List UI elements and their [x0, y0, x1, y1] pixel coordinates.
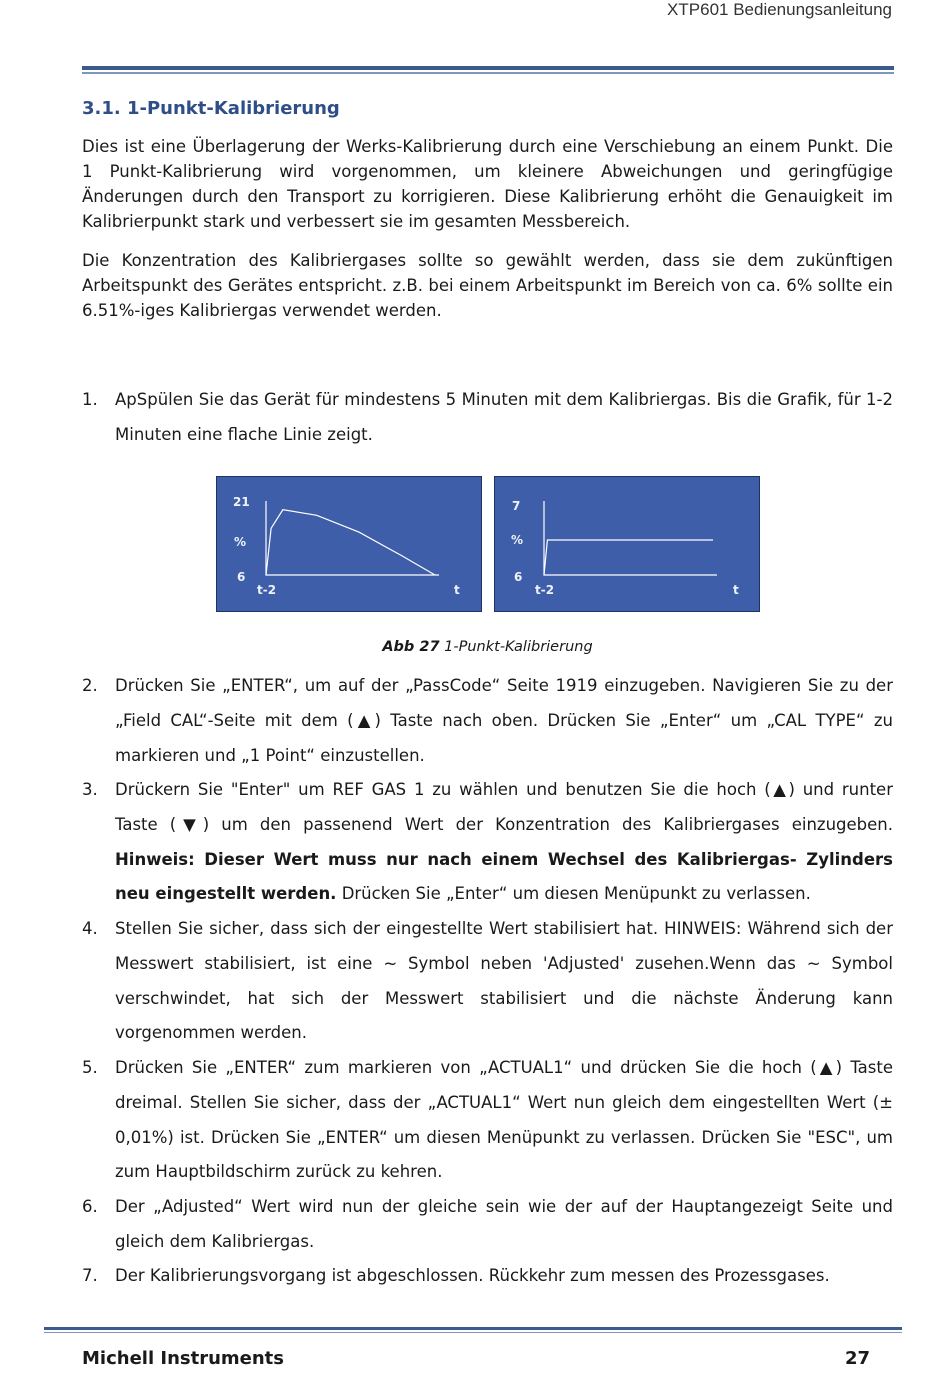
list-item-5 — [82, 1051, 893, 1190]
footer-company: Michell Instruments — [82, 1348, 284, 1369]
chart-right-line — [544, 540, 713, 575]
step-text: Drücken Sie „ENTER“, um auf der „PassCode“ Seite 1919 einzugeben. Navigieren Sie zu der „Field CAL“-Seite mit dem (▲) Taste nach oben. Drücken Sie „Enter“ um „CAL TYPE“ zu markieren und „1 Point“ einzustellen. — [115, 676, 893, 765]
step-number: 1. — [82, 390, 98, 409]
step-number: 5. — [82, 1058, 98, 1077]
step-text-part-b: Drücken Sie „Enter“ um diesen Menüpunkt zu verlassen. — [336, 884, 811, 904]
caption-label: Abb 27 — [382, 639, 440, 655]
step-text: Der „Adjusted“ Wert wird nun der gleiche sein wie der auf der Hauptangezeigt Seite und gleich dem Kalibriergas. — [115, 1197, 893, 1251]
chart-right-x-end-label: t — [733, 583, 739, 597]
figure-caption — [0, 639, 950, 655]
step-number: 3. — [82, 780, 98, 799]
list-item-4 — [82, 912, 893, 1051]
list-item-1 — [82, 383, 893, 453]
chart-left-y-unit-label: % — [234, 535, 247, 549]
document-title: XTP601 Bedienungsanleitung — [667, 0, 892, 19]
chart-right-y-top-label: 7 — [512, 499, 521, 513]
chart-right-y-unit-label: % — [511, 533, 524, 547]
step-text-part-a: Drückern Sie "Enter" um REF GAS 1 zu wählen und benutzen Sie die hoch (▲) und runter Taste (▼) um den passenend Wert der Konzentration des Kalibriergases einzugeben. — [115, 780, 893, 834]
chart-right-axes — [544, 501, 717, 575]
step-text: Der Kalibrierungsvorgang ist abgeschlossen. Rückkehr zum messen des Prozessgases. — [115, 1266, 830, 1285]
step-text: Stellen Sie sicher, dass sich der eingestellte Wert stabilisiert hat. HINWEIS: Während sich der Messwert stabilisiert, ist eine ~ Symbol neben 'Adjusted' zusehen.Wenn das ~ Symbol verschwindet, hat sich der Messwert stabilisiert und die nächste Änderung kann vorgenommen werden. — [115, 919, 893, 1043]
header-rule-thin — [82, 72, 894, 74]
chart-left-y-bottom-label: 6 — [237, 570, 246, 584]
step-number: 4. — [82, 919, 98, 938]
step-text: Drücken Sie „ENTER“ zum markieren von „ACTUAL1“ und drücken Sie die hoch (▲) Taste dreimal. Stellen Sie sicher, dass der „ACTUAL1“ Wert nun gleich dem eingestellten Wert (± 0,01%) ist. Drücken Sie „ENTER“ um diesen Menüpunkt zu verlassen. Drücken Sie "ESC", um zum Hauptbildschirm zurück zu kehren. — [115, 1058, 893, 1182]
chart-left-x-start-label: t-2 — [257, 583, 277, 597]
page-number: 27 — [844, 1348, 870, 1369]
chart-left-y-top-label: 21 — [233, 495, 250, 509]
section-heading: 3.1. 1-Punkt-Kalibrierung — [82, 98, 340, 119]
step-note-bold: Hinweis: Dieser Wert muss nur nach einem Wechsel des Kalibriergas- Zylinders neu eingestellt werden. — [115, 849, 893, 904]
step-number: 7. — [82, 1266, 98, 1285]
step-text — [115, 773, 893, 912]
footer-rule-thick — [44, 1327, 902, 1330]
header-rule-thick — [82, 66, 894, 70]
concentration-paragraph: Die Konzentration des Kalibriergases sollte so gewählt werden, dass sie dem zukünftigen Arbeitspunkt des Gerätes entspricht. z.B. bei einem Arbeitspunkt im Bereich von ca. 6% sollte ein 6.51%-iges Kalibriergas verwendet werden. — [82, 251, 893, 320]
chart-left-axes — [266, 501, 439, 575]
list-item-7 — [82, 1259, 893, 1294]
caption-text: 1-Punkt-Kalibrierung — [439, 639, 593, 655]
list-item-3 — [82, 773, 893, 912]
chart-left-line — [266, 510, 435, 575]
chart-left — [216, 476, 482, 612]
step-text: ApSpülen Sie das Gerät für mindestens 5 Minuten mit dem Kalibriergas. Bis die Grafik, für 1-2 Minuten eine flache Linie zeigt. — [115, 390, 893, 444]
step-number: 6. — [82, 1197, 98, 1216]
step-number: 2. — [82, 676, 98, 695]
chart-right — [494, 476, 760, 612]
list-item-6 — [82, 1190, 893, 1260]
chart-left-x-end-label: t — [454, 583, 460, 597]
chart-right-x-start-label: t-2 — [535, 583, 555, 597]
footer-rule-thin — [44, 1332, 902, 1333]
chart-right-y-bottom-label: 6 — [514, 570, 523, 584]
intro-paragraph: Dies ist eine Überlagerung der Werks-Kalibrierung durch eine Verschiebung an einem Punkt. Die 1 Punkt-Kalibrierung wird vorgenommen, um kleinere Abweichungen und geringfügige Änderungen durch den Transport zu korrigieren. Diese Kalibrierung erhöht die Genauigkeit im Kalibrierpunkt stark und verbessert sie im gesamten Messbereich. — [82, 137, 893, 231]
list-item-2 — [82, 669, 893, 773]
